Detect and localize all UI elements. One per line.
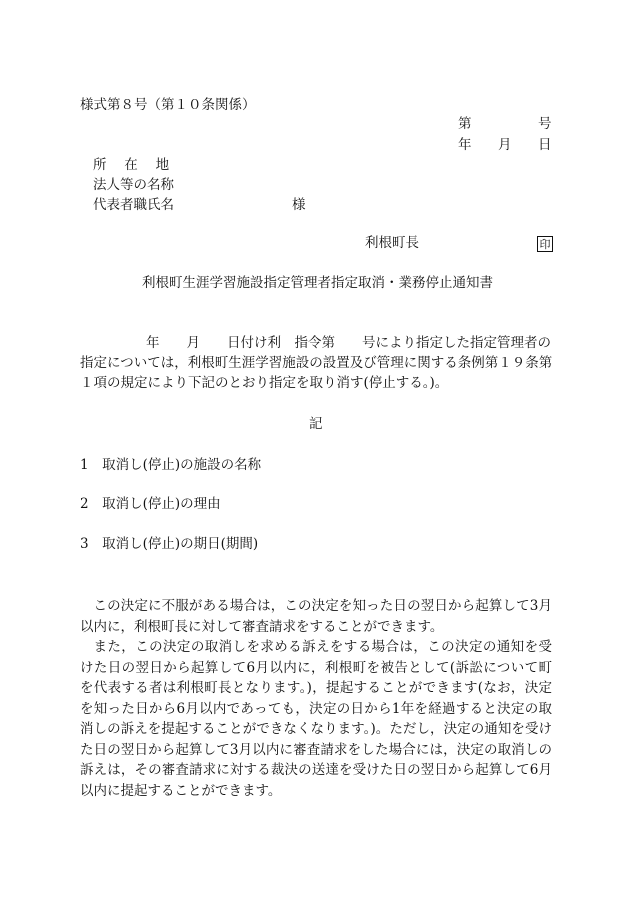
issuer-title: 利根町長 [365,235,419,251]
doc-number-prefix: 第 [458,116,472,132]
ki-heading: 記 [309,416,323,432]
date-day-label: 日 [538,137,552,153]
recipient-address-label: 所 在 地 [93,157,170,173]
body-line-3: １項の規定により下記のとおり指定を取り消す(停止する。)。 [80,375,449,391]
doc-number-suffix: 号 [538,116,552,132]
seal-mark: 印 [537,236,553,252]
recipient-corp-name-label: 法人等の名称 [93,177,174,193]
notice-paragraph-1: この決定に不服がある場合は，この決定を知った日の翌日から起算して3月以内に，利根町長に対して審査請求をすることができます。 [80,598,552,635]
body-line-1: 年 月 日付け利 指令第 号により指定した指定管理者の [146,335,551,351]
date-year-label: 年 [458,137,472,153]
notice-paragraph-2: また，この決定の取消しを求める訴えをする場合は，この決定の通知を受けた日の翌日から起算して6月以内に，利根町を被告として(訴訟について町を代表する者は利根町長となります。)，提起することができます(なお，決定を知った日から6月以内であっても，決定の日から1年を経過すると決定の取消しの訴えを提起することができなくなります。)。ただし，決定の通知を受けた日の翌日から起算して3月以内に審査請求をした場合には，決定の取消しの訴えは，その審査請求に対する裁決の送達を受けた日の翌日から起算して6月以内に提起することができます。 [80,639,552,799]
appeal-notice [80,596,552,801]
item-reason: 2 取消し(停止)の理由 [80,496,221,512]
body-line-2: 指定については，利根町生涯学習施設の設置及び管理に関する条例第１９条第 [80,355,553,371]
item-period: 3 取消し(停止)の期日(期間) [80,536,259,552]
recipient-honorific: 様 [292,197,306,213]
date-month-label: 月 [498,137,512,153]
document-title: 利根町生涯学習施設指定管理者指定取消・業務停止通知書 [142,275,493,291]
recipient-rep-title-label: 代表者職氏名 [93,197,174,213]
item-facility-name: 1 取消し(停止)の施設の名称 [80,457,262,473]
form-number-label: 様式第８号（第１０条関係） [80,97,256,113]
